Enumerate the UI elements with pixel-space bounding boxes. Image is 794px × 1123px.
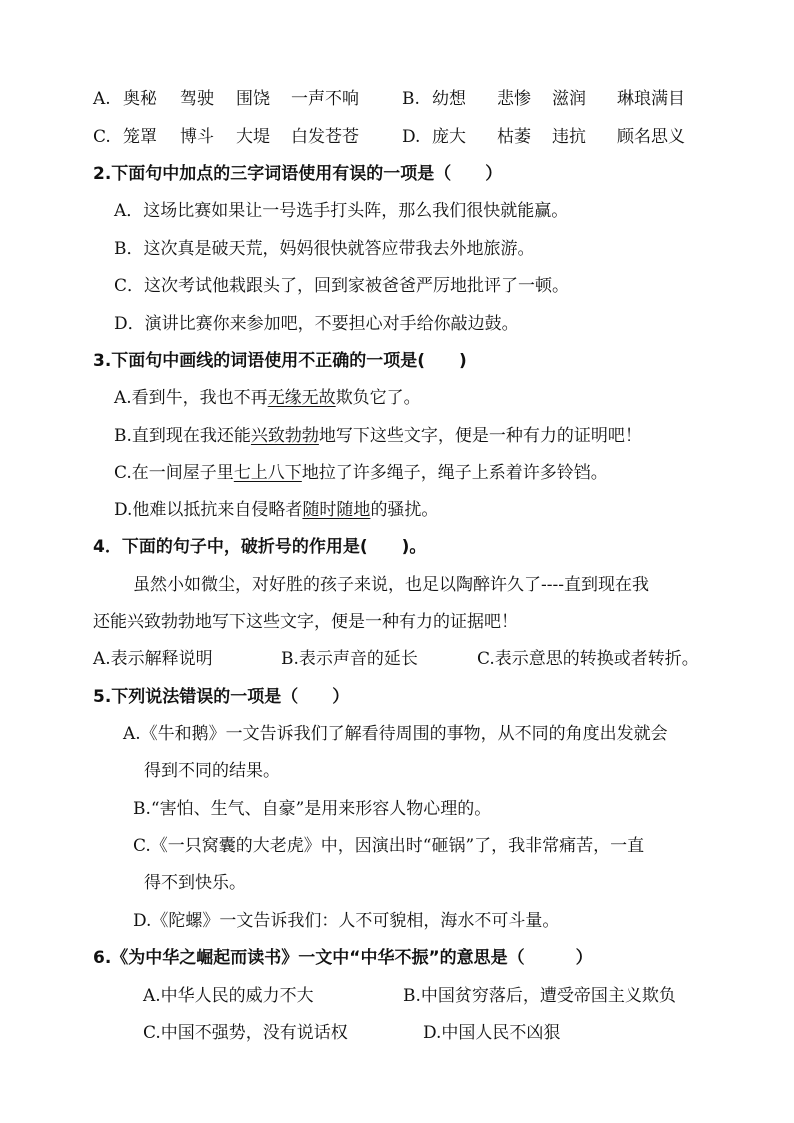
- q3-option-d: [114, 499, 438, 521]
- word: 围饶: [236, 89, 270, 109]
- q5-option-b: B.“害怕、生气、自豪”是用来形容人物心理的。: [133, 799, 492, 819]
- q2-option-c: C．这次考试他栽跟头了，回到家被爸爸严厉地批评了一顿。: [114, 276, 570, 296]
- q4-passage-line-1: 虽然小如微尘，对好胜的孩子来说，也足以陶醉许久了----直到现在我: [133, 575, 649, 595]
- sentence-text: 的骚扰。: [370, 500, 439, 520]
- q5-option-c-line-1: C.《一只窝囊的大老虎》中，因演出时“砸锅”了，我非常痛苦，一直: [133, 836, 645, 856]
- q1-option-b: [402, 88, 685, 110]
- word: 顾名思义: [617, 127, 685, 147]
- word: 一声不响: [291, 89, 359, 109]
- word: 琳琅满目: [617, 89, 685, 109]
- option-label: A.: [93, 89, 111, 109]
- q3-stem: 3.下面句中画线的词语使用不正确的一项是( ): [93, 351, 467, 371]
- sentence-text: 地拉了许多绳子，绳子上系着许多铃铛。: [301, 463, 608, 483]
- q5-option-a-line-1: A.《牛和鹅》一文告诉我们了解看待周围的事物，从不同的角度出发就会: [123, 724, 668, 744]
- q5-stem: 5.下列说法错误的一项是（ ）: [93, 687, 350, 707]
- word: 枯萎: [497, 127, 531, 147]
- q4-option-a: A.表示解释说明: [93, 649, 213, 669]
- sentence-text: 地写下这些文字，便是一种有力的证明吧！: [318, 426, 642, 446]
- sentence-text: A.看到牛，我也不再: [114, 388, 268, 408]
- sentence-text: C.在一间屋子里: [114, 463, 234, 483]
- underlined-phrase: 随时随地: [302, 500, 371, 520]
- word: 庞大: [432, 127, 466, 147]
- word: 白发苍苍: [291, 127, 359, 147]
- word: 驾驶: [180, 89, 214, 109]
- q4-passage-line-2: 还能兴致勃勃地写下这些文字，便是一种有力的证据吧！: [93, 612, 518, 632]
- q2-option-a: A．这场比赛如果让一号选手打头阵，那么我们很快就能赢。: [114, 201, 569, 221]
- q6-option-d: D.中国人民不凶狠: [423, 1023, 561, 1043]
- q3-option-b: [114, 425, 642, 447]
- q3-option-a: [114, 387, 421, 409]
- option-label: C.: [93, 127, 111, 147]
- word: 笼罩: [123, 127, 157, 147]
- q1-option-a: [93, 88, 359, 110]
- word: 博斗: [180, 127, 214, 147]
- q1-option-d: [402, 126, 685, 148]
- q2-stem: 2.下面句中加点的三字词语使用有误的一项是（ ）: [93, 164, 503, 184]
- underlined-phrase: 无缘无故: [267, 388, 336, 408]
- q2-option-b: B．这次真是破天荒，妈妈很快就答应带我去外地旅游。: [114, 239, 535, 259]
- q4-option-b: B.表示声音的延长: [281, 649, 418, 669]
- q4-option-c: C.表示意思的转换或者转折。: [477, 649, 699, 669]
- word: 滋润: [552, 89, 586, 109]
- q5-option-d: D.《陀螺》一文告诉我们：人不可貌相，海水不可斗量。: [133, 911, 560, 931]
- q6-option-b: B.中国贫穷落后，遭受帝国主义欺负: [403, 986, 676, 1006]
- q4-stem: 4．下面的句子中，破折号的作用是( )。: [93, 537, 427, 557]
- sentence-text: 欺负它了。: [335, 388, 421, 408]
- option-label: B.: [402, 89, 420, 109]
- q5-option-a-line-2: 得到不同的结果。: [144, 761, 280, 781]
- q6-option-a: A.中华人民的威力不大: [143, 986, 314, 1006]
- word: 幼想: [432, 89, 466, 109]
- word: 违抗: [552, 127, 586, 147]
- word: 奥秘: [123, 89, 157, 109]
- underlined-phrase: 兴致勃勃: [250, 426, 319, 446]
- underlined-phrase: 七上八下: [233, 463, 302, 483]
- q5-option-c-line-2: 得不到快乐。: [144, 873, 246, 893]
- q1-option-c: [93, 126, 359, 148]
- q6-option-c: C.中国不强势，没有说话权: [143, 1023, 348, 1043]
- option-label: D.: [402, 127, 421, 147]
- q2-option-d: D．演讲比赛你来参加吧，不要担心对手给你敲边鼓。: [114, 314, 519, 334]
- sentence-text: D.他难以抵抗来自侵略者: [114, 500, 303, 520]
- word: 悲惨: [497, 89, 531, 109]
- sentence-text: B.直到现在我还能: [114, 426, 251, 446]
- word: 大堤: [236, 127, 270, 147]
- q3-option-c: [114, 462, 608, 484]
- q6-stem: 6.《为中华之崛起而读书》一文中“中华不振”的意思是（ ）: [93, 948, 593, 968]
